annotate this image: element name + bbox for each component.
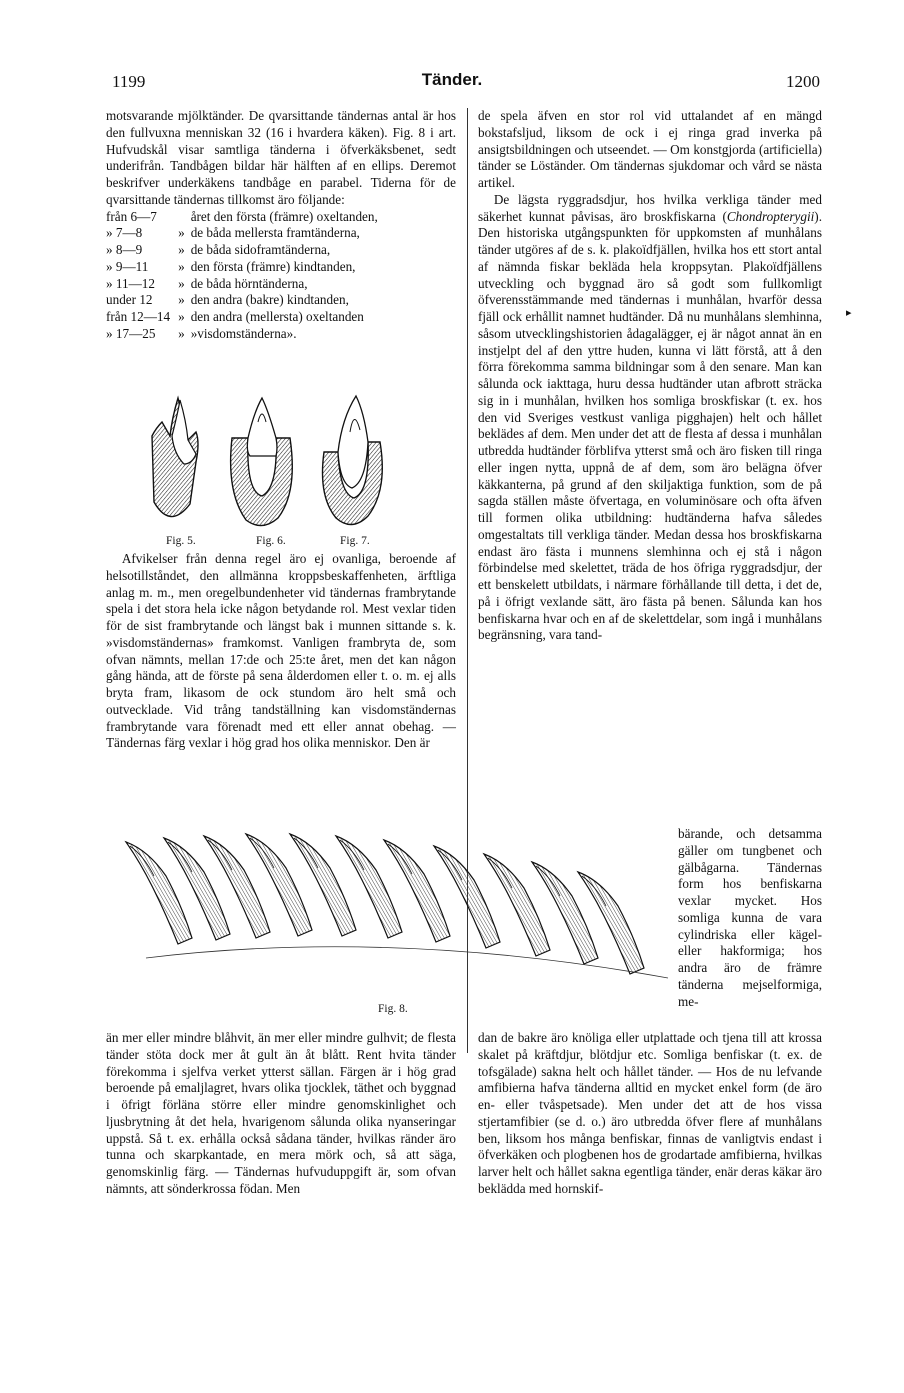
eruption-schedule bbox=[106, 209, 378, 343]
schedule-age: » 9—11 bbox=[106, 258, 149, 274]
latin-name: Chondropterygii bbox=[726, 208, 815, 224]
margin-mark: ▸ bbox=[846, 307, 852, 319]
schedule-age: » 11—12 bbox=[106, 275, 155, 291]
schedule-age: » 8—9 bbox=[106, 242, 143, 257]
fig5-caption: Fig. 5. bbox=[166, 535, 196, 547]
schedule-mark: » bbox=[178, 275, 185, 291]
right-wrap-text bbox=[678, 826, 822, 1010]
schedule-mark: » bbox=[178, 292, 185, 308]
fig8-caption: Fig. 8. bbox=[378, 1003, 408, 1015]
schedule-age: » 17—25 bbox=[106, 325, 156, 341]
schedule-row bbox=[106, 276, 378, 293]
schedule-text: året den första (främre) oxeltanden, bbox=[190, 208, 378, 224]
schedule-mark: » bbox=[178, 258, 185, 274]
left-column-top bbox=[106, 108, 456, 343]
fish-teeth-paragraph bbox=[478, 192, 822, 644]
fig7-tooth-drawing bbox=[323, 396, 383, 525]
speech-paragraph: de spela äfven en stor rol vid uttalandet af en mängd bokstafsljud, liksom de ock i ej ringa grad inverka på ansigtsbildningen och utseendet. — Om konstgjorda (artificiella) tänder se Löständer. Om tändernas sjukdomar och vård se nästa artikel. bbox=[478, 108, 822, 190]
right-column-bottom bbox=[478, 1030, 822, 1198]
schedule-row bbox=[106, 225, 378, 242]
schedule-row bbox=[106, 292, 378, 309]
variation-paragraph: Afvikelser från denna regel äro ej ovanliga, beroende af helsotillståndet, den allmänna kroppsbeskaffenheten, ärftliga anlag m. m., men oregelbundenheter vid tändernas frambrytande spela i det stora hela icke någon betydande rol. Mest vexlar tiden för de sist frambrytande och längst bak i munnen sittande s. k. »visdomständernas» framkomst. Vanligen frambryta de, som ofvan nämnts, mellan 17:de och 25:te året, men det kan någon gång hända, att de förste på sena ålderdomen eller t. o. m. ej alls bryta fram, likasom de ock stundom äro helt små och outvecklade. Vid trång tandställning kan visdomständernas frambrytande vara förenadt med ett eller annat obehag. — Tändernas färg vexlar i hög grad hos olika menniskor. Den är bbox=[106, 551, 456, 751]
page-title: Tänder. bbox=[421, 70, 483, 89]
schedule-row bbox=[106, 209, 378, 226]
schedule-text: den andra (mellersta) oxeltanden bbox=[190, 309, 364, 324]
schedule-text: de båda hörntänderna, bbox=[190, 275, 308, 291]
schedule-row bbox=[106, 326, 378, 343]
schedule-text: den första (främre) kindtanden, bbox=[190, 258, 356, 274]
schedule-mark: » bbox=[178, 225, 185, 241]
schedule-mark: » bbox=[178, 325, 185, 341]
wrap-paragraph: bärande, och detsamma gäller om tungbenet och gälbågarna. Tändernas form hos benfiskarna vexlar mycket. Hos somliga kunna de vara cylindriska eller kägel- eller hakformiga; hos andra äro de främre tänderna mejselformiga, me- bbox=[678, 826, 822, 1009]
schedule-mark: » bbox=[178, 242, 185, 257]
fish-paragraph-part-a: De lägsta ryggradsdjur, hos hvilka verkliga tänder med säkerhet kunnat påvisas, äro broskfiskarna ( bbox=[478, 191, 822, 224]
amphibian-paragraph: dan de bakre äro knöliga eller utplattade och tjena till att krossa skalet på kräftdjur, blötdjur etc. Somliga benfiskar (t. ex. de tofsgälade) sakna helt och hållet tänder. — Hos de nu lefvande amfibierna hafva tänderna alltid en mycket enkel form (de äro en- eller tvåspetsade). Men under det att de hos vissa stjertamfibier (se d. o.) äro utbredda öfver flere af munhålans ben, liksom hos många benfiskar, finnas de vanligtvis endast i öfverkäken och plogbenen hos de grodartade amfibierna, hvilkas larver helt och hållet sakna egentliga tänder, enär deras käkar äro beklädda med hornskif- bbox=[478, 1030, 822, 1196]
left-column-middle bbox=[106, 551, 456, 752]
fig7-caption: Fig. 7. bbox=[340, 535, 370, 547]
tooth-figures-5-7 bbox=[140, 392, 390, 534]
left-page-number: 1199 bbox=[112, 72, 146, 91]
schedule-age: från 6—7 bbox=[106, 208, 157, 224]
schedule-mark: » bbox=[178, 309, 185, 324]
fig6-tooth-drawing bbox=[231, 398, 293, 526]
schedule-text: de båda sidoframtänderna, bbox=[190, 242, 331, 257]
schedule-age: under 12 bbox=[106, 292, 153, 308]
intro-paragraph: motsvarande mjölktänder. De qvarsittande tändernas antal är hos den fullvuxna menniskan 32 (16 i hvardera käken). Fig. 8 i art. Hufvudskål visar samtliga tänderna i öfverkäksbenet, sedt underifrån. Tandbågen bildar här hälften af en ellips. Deremot beskrifver underkäkens tandbåge en parabel. Tiderna för de qvarsittande tändernas tillkomst äro följande: bbox=[106, 108, 456, 207]
schedule-age: från 12—14 bbox=[106, 309, 171, 324]
schedule-mark bbox=[178, 209, 191, 226]
schedule-row bbox=[106, 259, 378, 276]
fig5-tooth-drawing bbox=[152, 398, 198, 517]
schedule-row bbox=[106, 309, 378, 326]
fig6-caption: Fig. 6. bbox=[256, 535, 286, 547]
schedule-row bbox=[106, 242, 378, 259]
tooth-colour-paragraph: än mer eller mindre blåhvit, än mer eller mindre gulhvit; de flesta tänder stöta dock mer åt gult än åt blått. Rent hvita tänder förekomma i sjelfva verket ytterst sällan. Färgen är i hög grad beroende på emaljlagret, hvars olika tjocklek, täthet och byggnad i öfrigt förläna större eller mindre genomskinlighet och ljusbrytning åt det hela, hvarigenom sålunda olika nyanseringar uppstå. Så t. ex. erhålla också sådana tänder, hvilkas ränder äro tunna och skarpkantade, en mera mörk och, så att säga, genomskinlig färg. — Tändernas hufvuduppgift är, som ofvan nämnts, att sönderkrossa födan. Men bbox=[106, 1030, 456, 1196]
left-column-bottom bbox=[106, 1030, 456, 1198]
right-column-top bbox=[478, 108, 822, 644]
schedule-text: »visdomständerna». bbox=[190, 325, 297, 341]
schedule-text: den andra (bakre) kindtanden, bbox=[190, 292, 349, 308]
schedule-text: de båda mellersta framtänderna, bbox=[190, 225, 360, 241]
right-page-number: 1200 bbox=[786, 72, 820, 91]
fish-paragraph-part-b: ). Den historiska utgångspunkten för uppkomsten af munhålans tänder utgöres af de s. k. plakoïdfjällen, hvilka hos ett stort antal af nämnda fiskar bekläda hela kroppsytan. Plakoïdfjällens utveckling och byggnad äro så godt som fullkomligt öfverensstämmande med tändernas i munhålan, hvarför dessa fjäll ock erhållit namnet hudtänder. Då nu munhålans slemhinna, såsom utvecklingshistorien ådagalägger, ej är något annat än en instjelpt del af den yttre huden, kunna vi lätt förstå, att å den förra förekomma samma bildningar som å den senare. Man kan sålunda ock iakttaga, huru dessa hudtänder utan afbrott sträcka sig in i munhålan, hvilken hos somliga broskfiskar (t. ex. hos den vid Sveriges vestkust vanliga pigghajen) helt och hållet beklädes af dem. Men under det att de flesta af dessa i munhålan utbredda hudtänder förblifva ytterst små och äro fisken till ringa eller ingen nytta, uppnå de af dem, som äro belägna öfver käkkanterna, på grund af den skiljaktiga funktion, som de på sagda ställen måste öfvertaga, en voluminösare och ofta äfven till formen olika utbildning: hudtänderna hafva således omgestaltats till verkliga tänder. Medan dessa hos broskfiskarna endast äro fästa i munnens slemhinna och ej stå i någon förbindelse med skelettet, träda de hos öfriga ryggradsdjur, der ett benskelett utbildats, i närmare förhållande till detta, i det de, på i öfrigt vexlande sätt, äro fästa på benen. Sålunda kan hos benfiskarna hvar och en af de skelettdelar, som ingå i munhålans begränsning, vara tand- bbox=[478, 208, 822, 643]
schedule-age: » 7—8 bbox=[106, 225, 143, 241]
fig8-fish-teeth-drawing bbox=[112, 828, 678, 998]
